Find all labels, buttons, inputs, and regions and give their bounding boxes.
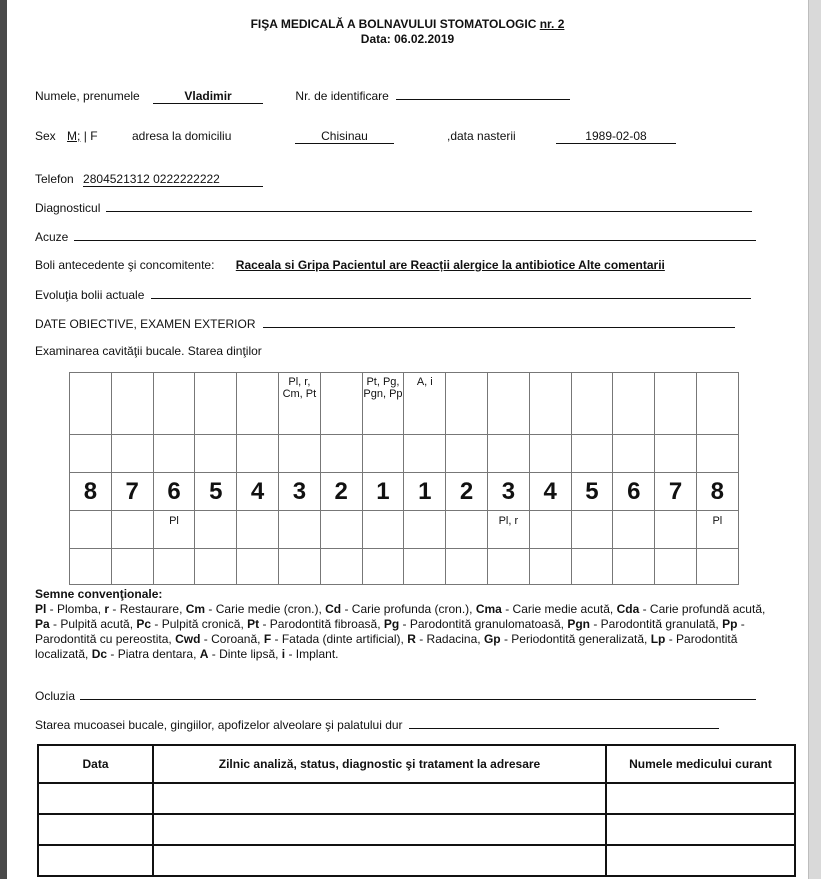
legend-code: Cma — [475, 602, 502, 616]
tooth-upper-blank-cell[interactable] — [70, 435, 112, 473]
tooth-lower-note-cell[interactable] — [195, 511, 237, 549]
sex-f-option[interactable]: F — [90, 129, 98, 143]
legend-description: - Coroană, — [200, 632, 264, 646]
legend-body — [35, 602, 775, 662]
tooth-lower-note-cell[interactable] — [70, 511, 112, 549]
legend-description: - Parodontită localizată, — [35, 632, 738, 661]
legend-code: Pl — [35, 602, 47, 616]
journal-col-daily: Zilnic analiză, status, diagnostic şi tratament la adresare — [153, 745, 606, 783]
tooth-lower-note-cell[interactable] — [362, 511, 404, 549]
tooth-number-cell[interactable]: 8 — [70, 473, 112, 511]
evolutia-label: Evoluţia bolii actuale — [35, 288, 145, 302]
tooth-upper-note-cell[interactable]: Pl, r, Cm, Pt — [278, 373, 320, 435]
legend-code: i — [281, 647, 286, 661]
acuze-label: Acuze — [35, 230, 69, 244]
dental-chart — [69, 372, 739, 585]
tooth-upper-note-cell[interactable] — [487, 373, 529, 435]
tooth-upper-blank-cell[interactable] — [571, 435, 613, 473]
legend-description: - Plomba, — [46, 602, 105, 616]
tooth-upper-note-cell[interactable] — [111, 373, 153, 435]
journal-row — [38, 845, 795, 876]
tooth-lower-note-cell[interactable] — [404, 511, 446, 549]
journal-row — [38, 814, 795, 845]
journal-cell[interactable] — [153, 845, 606, 876]
legend-code: r — [104, 602, 110, 616]
address-value: Chisinau — [295, 130, 394, 144]
tooth-lower-note-cell[interactable] — [320, 511, 362, 549]
legend-description: - Piatra dentara, — [107, 647, 200, 661]
lower-notes-row — [70, 511, 739, 549]
starea-label: Starea mucoasei bucale, gingiilor, apofizelor alveolare şi palatului dur — [35, 718, 403, 732]
tooth-number-cell[interactable]: 2 — [446, 473, 488, 511]
tooth-upper-note-cell[interactable] — [195, 373, 237, 435]
tooth-lower-blank-cell[interactable] — [362, 549, 404, 585]
tooth-lower-blank-cell[interactable] — [655, 549, 697, 585]
tooth-lower-blank-cell[interactable] — [320, 549, 362, 585]
tooth-lower-note-cell[interactable] — [571, 511, 613, 549]
phone-value: 2804521312 0222222222 — [83, 173, 263, 187]
tooth-upper-note-cell[interactable] — [320, 373, 362, 435]
date-obiective-line — [263, 316, 735, 328]
legend-code: Lp — [650, 632, 666, 646]
boli-value: Raceala si Gripa Pacientul are Reacții alergice la antibiotice Alte comentarii — [235, 258, 665, 272]
diagnostic-label: Diagnosticul — [35, 201, 101, 215]
viewer-scrollbar[interactable] — [808, 0, 821, 879]
legend-code: Cm — [185, 602, 206, 616]
legend-code: Pgn — [567, 617, 590, 631]
document-page — [7, 0, 808, 879]
name-value: Vladimir — [153, 90, 263, 104]
tooth-lower-note-cell[interactable]: Pl — [153, 511, 195, 549]
legend-description: - Dinte lipsă, — [208, 647, 282, 661]
tooth-number-cell[interactable]: 6 — [613, 473, 655, 511]
title-text: FIŞA MEDICALĂ A BOLNAVULUI STOMATOLOGIC — [250, 17, 537, 31]
tooth-upper-note-cell[interactable] — [529, 373, 571, 435]
tooth-upper-blank-cell[interactable] — [487, 435, 529, 473]
journal-cell[interactable] — [153, 783, 606, 814]
birth-label: ,data nasterii — [447, 129, 516, 143]
legend-code: Pg — [383, 617, 400, 631]
tooth-upper-note-cell[interactable] — [571, 373, 613, 435]
tooth-lower-note-cell[interactable] — [111, 511, 153, 549]
tooth-lower-note-cell[interactable] — [446, 511, 488, 549]
legend-description: - Parodontită granulomatoasă, — [399, 617, 568, 631]
tooth-number-cell[interactable]: 7 — [655, 473, 697, 511]
tooth-upper-note-cell[interactable] — [70, 373, 112, 435]
tooth-lower-blank-cell[interactable] — [278, 549, 320, 585]
evolutia-line — [151, 287, 751, 299]
legend-description: - Implant. — [285, 647, 339, 661]
examinarea-label: Examinarea cavităţii bucale. Starea dinţilor — [35, 344, 262, 358]
tooth-upper-note-cell[interactable]: Pt, Pg, Pgn, Pp — [362, 373, 404, 435]
journal-cell[interactable] — [38, 814, 153, 845]
upper-blank-row — [70, 435, 739, 473]
acuze-line — [74, 229, 756, 241]
tooth-number-cell[interactable]: 3 — [487, 473, 529, 511]
tooth-number-cell[interactable]: 7 — [111, 473, 153, 511]
tooth-lower-note-cell[interactable] — [613, 511, 655, 549]
tooth-number-cell[interactable]: 1 — [362, 473, 404, 511]
boli-row — [35, 258, 665, 272]
journal-cell[interactable] — [38, 845, 153, 876]
legend-code: F — [263, 632, 272, 646]
boli-label: Boli antecedente şi concomitente: — [35, 258, 215, 272]
tooth-lower-note-cell[interactable] — [237, 511, 279, 549]
tooth-lower-note-cell[interactable] — [529, 511, 571, 549]
ocluzia-label: Ocluzia — [35, 689, 76, 703]
legend-code: Gp — [483, 632, 501, 646]
tooth-number-cell[interactable]: 5 — [195, 473, 237, 511]
legend-description: - Periodontită generalizată, — [500, 632, 651, 646]
tooth-upper-note-cell[interactable]: A, i — [404, 373, 446, 435]
tooth-upper-note-cell[interactable] — [655, 373, 697, 435]
tooth-upper-blank-cell[interactable] — [446, 435, 488, 473]
legend-description: - Carie profunda (cron.), — [341, 602, 476, 616]
tooth-upper-note-cell[interactable] — [446, 373, 488, 435]
tooth-number-cell[interactable]: 5 — [571, 473, 613, 511]
journal-cell[interactable] — [606, 814, 795, 845]
tooth-upper-note-cell[interactable] — [613, 373, 655, 435]
legend-description: - Carie medie (cron.), — [205, 602, 326, 616]
legend-code: Cda — [616, 602, 640, 616]
legend-description: - Pulpită acută, — [49, 617, 137, 631]
legend-description: - Carie profundă acută, — [639, 602, 766, 616]
tooth-upper-blank-cell[interactable] — [278, 435, 320, 473]
tooth-lower-note-cell[interactable]: Pl — [696, 511, 738, 549]
tooth-upper-blank-cell[interactable] — [613, 435, 655, 473]
tooth-number-cell[interactable]: 4 — [529, 473, 571, 511]
legend-description: - Pulpită cronică, — [151, 617, 248, 631]
viewer-left-edge — [0, 0, 7, 879]
sex-separator: | — [83, 129, 87, 143]
legend-description: - Fatada (dinte artificial), — [271, 632, 408, 646]
tooth-upper-blank-cell[interactable] — [153, 435, 195, 473]
record-number: nr. 2 — [539, 17, 565, 31]
legend-description: - Parodontită cu pereostita, — [35, 617, 745, 646]
date-obiective-label: DATE OBIECTIVE, EXAMEN EXTERIOR — [35, 317, 256, 331]
tooth-lower-note-cell[interactable] — [278, 511, 320, 549]
tooth-lower-blank-cell[interactable] — [153, 549, 195, 585]
tooth-lower-blank-cell[interactable] — [70, 549, 112, 585]
legend — [35, 587, 775, 662]
tooth-number-cell[interactable]: 4 — [237, 473, 279, 511]
ocluzia-line — [80, 688, 756, 700]
document-title — [7, 17, 808, 31]
legend-code: Cwd — [175, 632, 201, 646]
tooth-upper-blank-cell[interactable] — [655, 435, 697, 473]
legend-code: Dc — [91, 647, 108, 661]
journal-col-doctor: Numele medicului curant — [606, 745, 795, 783]
tooth-number-cell[interactable]: 1 — [404, 473, 446, 511]
tooth-upper-note-cell[interactable] — [696, 373, 738, 435]
legend-code: Pt — [247, 617, 260, 631]
sex-label: Sex — [35, 129, 56, 143]
tooth-upper-blank-cell[interactable] — [237, 435, 279, 473]
tooth-number-cell[interactable]: 8 — [696, 473, 738, 511]
tooth-upper-note-cell[interactable] — [153, 373, 195, 435]
id-label: Nr. de identificare — [295, 89, 389, 103]
journal-cell[interactable] — [606, 845, 795, 876]
starea-row — [35, 717, 719, 732]
name-row — [35, 88, 570, 104]
tooth-number-cell[interactable]: 3 — [278, 473, 320, 511]
tooth-lower-blank-cell[interactable] — [446, 549, 488, 585]
evolutia-row — [35, 287, 751, 302]
legend-code: Pp — [722, 617, 738, 631]
tooth-upper-blank-cell[interactable] — [696, 435, 738, 473]
tooth-upper-blank-cell[interactable] — [404, 435, 446, 473]
legend-description: - Parodontită fibroasă, — [259, 617, 384, 631]
legend-title: Semne convenţionale: — [35, 587, 163, 601]
date-obiective-row — [35, 316, 735, 331]
tooth-upper-blank-cell[interactable] — [111, 435, 153, 473]
legend-code: A — [199, 647, 209, 661]
id-line — [396, 88, 570, 100]
tooth-number-cell[interactable]: 2 — [320, 473, 362, 511]
tooth-lower-blank-cell[interactable] — [487, 549, 529, 585]
phone-label: Telefon — [35, 172, 74, 186]
tooth-lower-blank-cell[interactable] — [404, 549, 446, 585]
ocluzia-row — [35, 688, 756, 703]
diagnostic-line — [106, 200, 752, 212]
tooth-lower-blank-cell[interactable] — [237, 549, 279, 585]
tooth-upper-note-cell[interactable] — [237, 373, 279, 435]
upper-notes-row — [70, 373, 739, 435]
legend-code: Pc — [136, 617, 152, 631]
tooth-number-cell[interactable]: 6 — [153, 473, 195, 511]
tooth-lower-blank-cell[interactable] — [195, 549, 237, 585]
tooth-upper-blank-cell[interactable] — [320, 435, 362, 473]
tooth-upper-blank-cell[interactable] — [529, 435, 571, 473]
treatment-journal-table — [37, 744, 796, 877]
birth-value: 1989-02-08 — [556, 130, 676, 144]
journal-cell[interactable] — [606, 783, 795, 814]
sex-m-option[interactable]: M; — [67, 129, 81, 143]
legend-code: Pa — [35, 617, 50, 631]
name-label: Numele, prenumele — [35, 89, 140, 103]
tooth-lower-note-cell[interactable] — [655, 511, 697, 549]
lower-blank-row — [70, 549, 739, 585]
legend-code: R — [407, 632, 416, 646]
tooth-upper-blank-cell[interactable] — [362, 435, 404, 473]
tooth-lower-blank-cell[interactable] — [696, 549, 738, 585]
starea-line — [409, 717, 719, 729]
phone-row — [35, 172, 263, 187]
diagnostic-row — [35, 200, 752, 215]
tooth-lower-blank-cell[interactable] — [571, 549, 613, 585]
journal-row — [38, 783, 795, 814]
journal-cell[interactable] — [153, 814, 606, 845]
legend-description: - Restaurare, — [109, 602, 186, 616]
address-label: adresa la domiciliu — [132, 129, 232, 143]
legend-description: - Radacina, — [415, 632, 484, 646]
journal-col-date: Data — [38, 745, 153, 783]
journal-header-row — [38, 745, 795, 783]
tooth-number-row — [70, 473, 739, 511]
legend-description: - Parodontită granulată, — [590, 617, 723, 631]
tooth-lower-note-cell[interactable]: Pl, r — [487, 511, 529, 549]
tooth-upper-blank-cell[interactable] — [195, 435, 237, 473]
legend-description: - Carie medie acută, — [501, 602, 617, 616]
tooth-lower-blank-cell[interactable] — [529, 549, 571, 585]
tooth-lower-blank-cell[interactable] — [111, 549, 153, 585]
journal-cell[interactable] — [38, 783, 153, 814]
acuze-row — [35, 229, 756, 244]
document-date: Data: 06.02.2019 — [360, 32, 455, 46]
legend-code: Cd — [325, 602, 342, 616]
tooth-lower-blank-cell[interactable] — [613, 549, 655, 585]
sex-row — [35, 129, 98, 143]
